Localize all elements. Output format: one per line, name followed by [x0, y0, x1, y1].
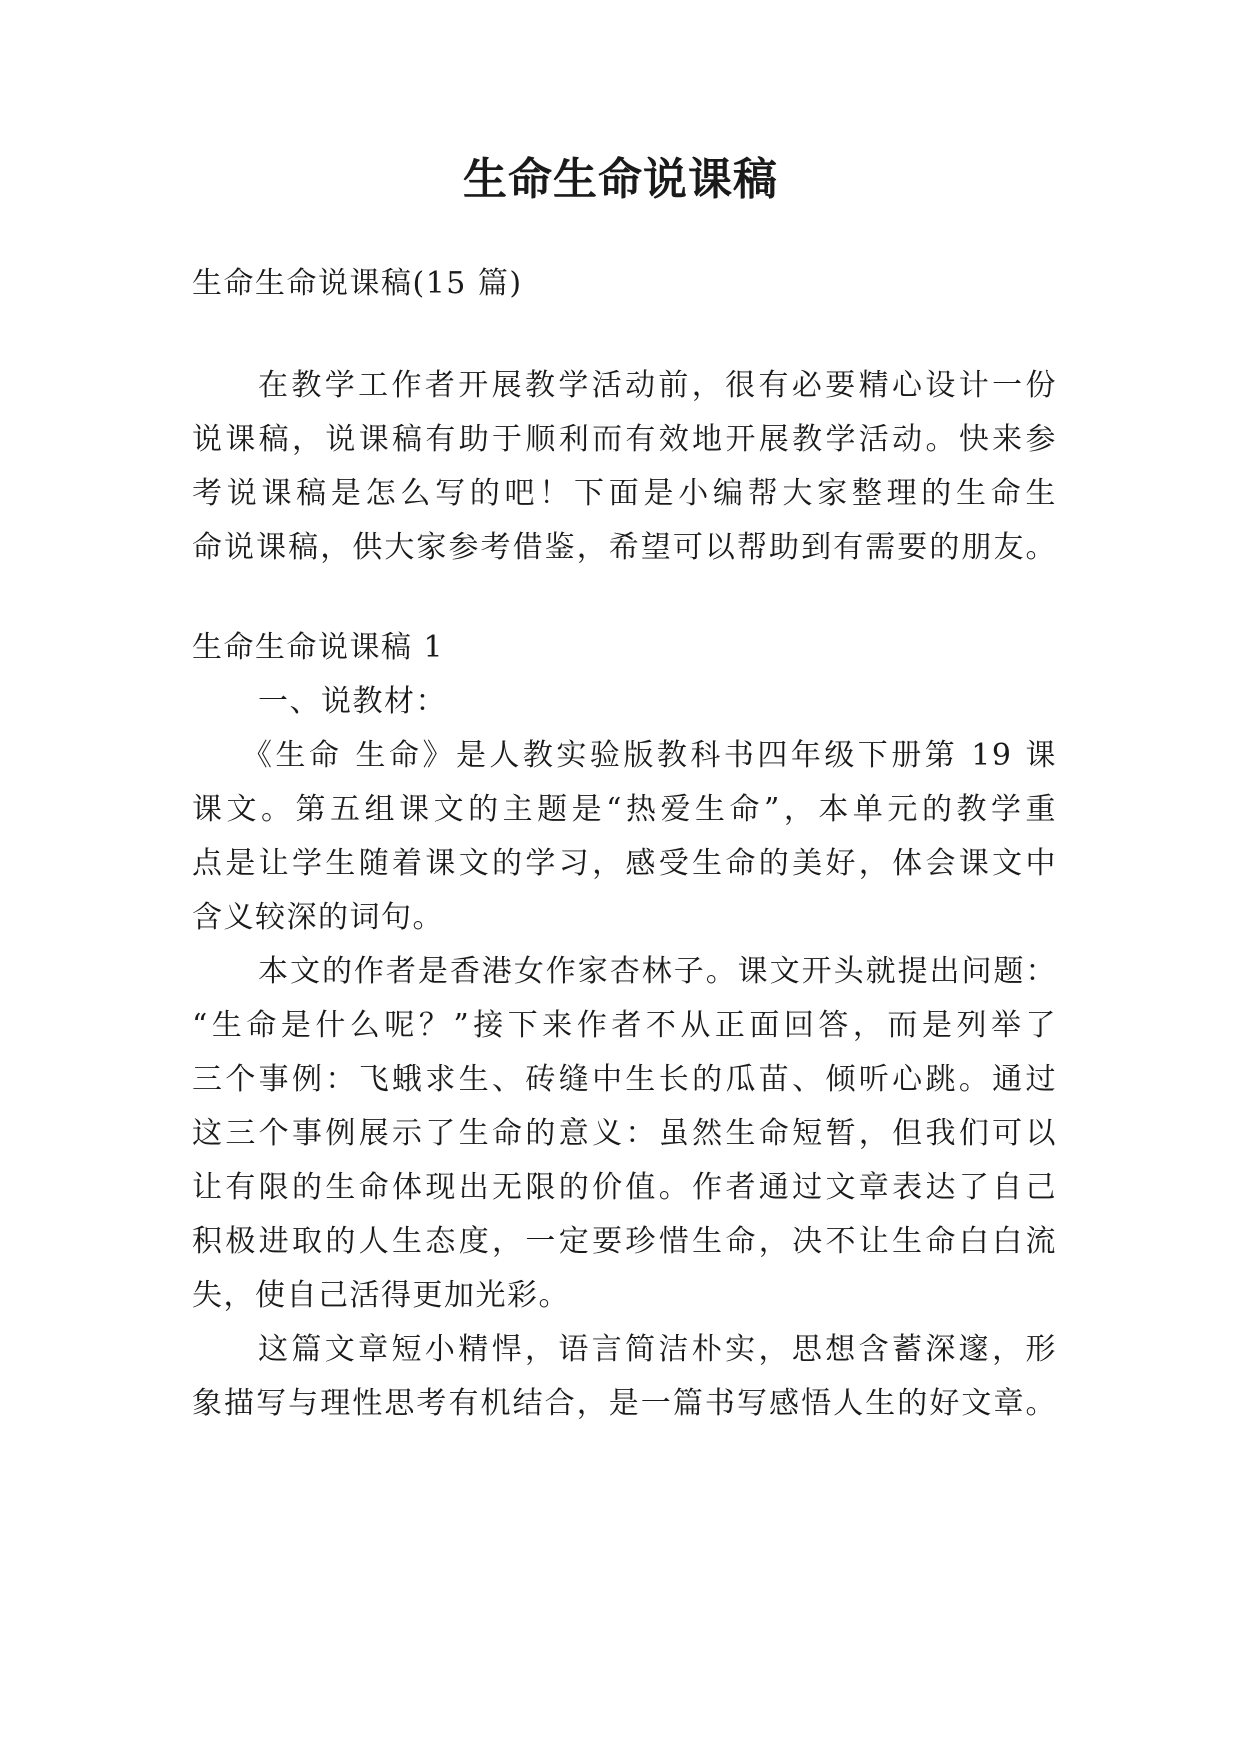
section-title: 生命生命说课稿 1: [192, 630, 445, 665]
subtitle: 生命生命说课稿(15 篇): [192, 266, 523, 301]
paragraph-line: 《生命 生命》是人教实验版教科书四年级下册第 19 课: [242, 738, 1057, 773]
paragraph-line: 让有限的生命体现出无限的价值。作者通过文章表达了自己: [192, 1170, 1057, 1205]
paragraph-line: 本文的作者是香港女作家杏林子。课文开头就提出问题：: [258, 954, 1057, 989]
page-title: 生命生命说课稿: [463, 154, 778, 205]
paragraph-line: 象描写与理性思考有机结合，是一篇书写感悟人生的好文章。: [192, 1386, 1057, 1421]
paragraph-line: 点是让学生随着课文的学习，感受生命的美好，体会课文中: [192, 846, 1057, 881]
paragraph-line: 含义较深的词句。: [192, 900, 444, 935]
intro-line: 命说课稿，供大家参考借鉴，希望可以帮助到有需要的朋友。: [192, 530, 1057, 565]
paragraph-line: 积极进取的人生态度，一定要珍惜生命，决不让生命白白流: [192, 1224, 1057, 1259]
section-heading: 一、说教材：: [258, 684, 447, 719]
paragraph-line: 课文。第五组课文的主题是“热爱生命”，本单元的教学重: [192, 792, 1057, 827]
paragraph-line: 三个事例：飞蛾求生、砖缝中生长的瓜苗、倾听心跳。通过: [192, 1062, 1057, 1097]
paragraph-line: 失，使自己活得更加光彩。: [192, 1278, 570, 1313]
intro-line: 考说课稿是怎么写的吧！下面是小编帮大家整理的生命生: [192, 476, 1057, 511]
intro-line: 说课稿，说课稿有助于顺利而有效地开展教学活动。快来参: [192, 422, 1057, 457]
paragraph-line: “生命是什么呢？”接下来作者不从正面回答，而是列举了: [192, 1008, 1057, 1043]
paragraph-line: 这篇文章短小精悍，语言简洁朴实，思想含蓄深邃，形: [258, 1332, 1057, 1367]
paragraph-line: 这三个事例展示了生命的意义：虽然生命短暂，但我们可以: [192, 1116, 1057, 1151]
intro-line: 在教学工作者开展教学活动前，很有必要精心设计一份: [258, 368, 1057, 403]
